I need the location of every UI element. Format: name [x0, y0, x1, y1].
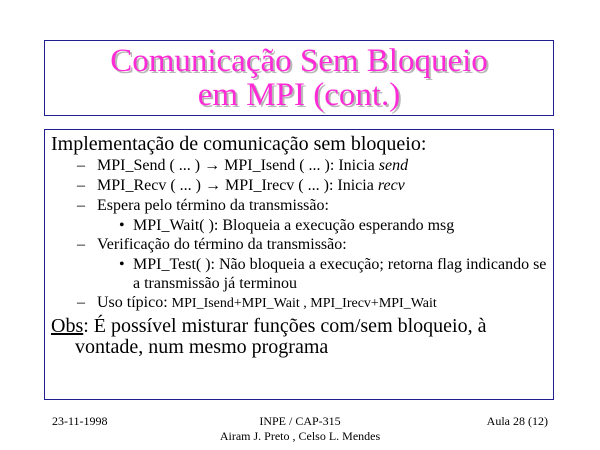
test-heading-text: Verificação do término da transmissão:	[97, 236, 347, 253]
footer-lecture: Aula 28 (12)	[486, 414, 548, 428]
footer-date: 23-11-1998	[52, 414, 108, 428]
content-box	[44, 129, 554, 400]
sub-item-wait	[51, 216, 553, 235]
footer-authors: Airam J. Preto , Celso L. Mendes	[219, 429, 381, 443]
recv-emphasis: recv	[377, 177, 405, 194]
footer-center	[180, 414, 420, 444]
intro-text: Implementação de comunicação sem bloqueio:	[51, 133, 427, 155]
send-emphasis: send	[378, 157, 409, 174]
obs-text: : É possível misturar funções com/sem bloqueio, à vontade, num mesmo programa	[75, 315, 487, 358]
wait-bullet-text: MPI_Wait( ): Bloqueia a execução esperando msg	[133, 217, 455, 234]
list-item-send	[51, 156, 553, 176]
dash-marker: –	[77, 236, 85, 253]
list-item-test-heading	[51, 235, 553, 255]
dash-marker: –	[77, 177, 85, 194]
obs-paragraph	[51, 316, 553, 358]
typical-value: MPI_Isend+MPI_Wait , MPI_Irecv+MPI_Wait	[171, 296, 437, 311]
wait-heading-text: Espera pelo término da transmissão:	[97, 197, 329, 214]
obs-label: Obs	[51, 315, 84, 337]
list-item-typical-use	[51, 293, 553, 314]
footer-org: INPE / CAP-315	[259, 414, 341, 428]
dash-marker: –	[77, 294, 85, 311]
send-after: MPI_Isend ( ... ): Inicia	[220, 157, 379, 174]
bullet-marker: •	[119, 217, 125, 234]
sub-item-test	[51, 255, 553, 293]
typical-label: Uso típico:	[97, 294, 172, 311]
slide-title-line-2: em MPI (cont.)	[197, 77, 401, 113]
recv-after: MPI_Irecv ( ... ): Inicia	[220, 177, 378, 194]
bullet-marker: •	[119, 256, 125, 273]
dash-marker: –	[77, 157, 85, 174]
send-before: MPI_Send ( ... )	[97, 157, 205, 174]
right-arrow-icon: →	[204, 177, 221, 194]
slide-title-line-1: Comunicação Sem Bloqueio	[110, 43, 488, 79]
test-bullet-text: MPI_Test( ): Não bloqueia a execução; retorna flag indicando se a transmissão já terminou	[133, 256, 547, 292]
list-item-wait-heading	[51, 196, 553, 216]
list-item-recv	[51, 176, 553, 196]
dash-marker: –	[77, 197, 85, 214]
right-arrow-icon: →	[204, 157, 221, 174]
title-box	[44, 40, 554, 116]
recv-before: MPI_Recv ( ... )	[97, 177, 205, 194]
